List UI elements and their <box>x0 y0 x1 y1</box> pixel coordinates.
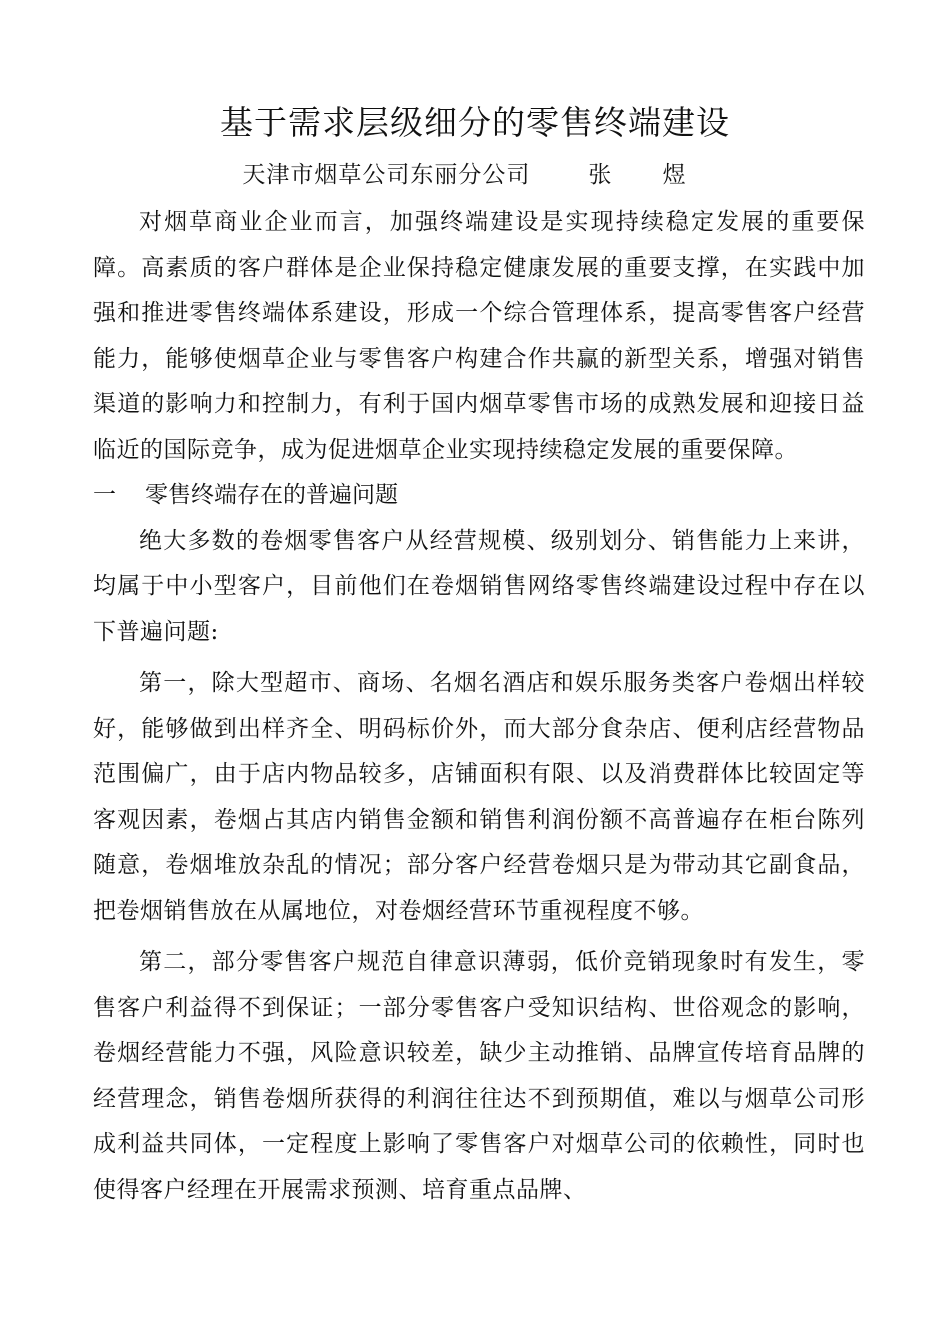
section-paragraph-1: 绝大多数的卷烟零售客户从经营规模、级别划分、销售能力上来讲，均属于中小型客户，目前他们在卷烟销售网络零售终端建设过程中存在以下普遍问题: <box>93 527 865 645</box>
section-paragraph-3: 第二，部分零售客户规范自律意识薄弱，低价竞销现象时有发生，零售客户利益得不到保证；一部分零售客户受知识结构、世俗观念的影响，卷烟经营能力不强，风险意识较差，缺少主动推销、品牌宣传培育品牌的经营理念，销售卷烟所获得的利润往往达不到预期值，难以与烟草公司形成利益共同体，一定程度上影响了零售客户对烟草公司的依赖性，同时也使得客户经理在开展需求预测、培育重点品牌、 <box>93 949 865 1203</box>
organization: 天津市烟草公司东丽分公司 <box>242 162 531 188</box>
section-paragraph-2: 第一，除大型超市、商场、名烟名酒店和娱乐服务类客户卷烟出样较好，能够做到出样齐全、明码标价外，而大部分食杂店、便利店经营物品范围偏广，由于店内物品较多，店铺面积有限、以及消费群体比较固定等客观因素，卷烟占其店内销售金额和销售利润份额不高普遍存在柜台陈列随意，卷烟堆放杂乱的情况；部分客户经营卷烟只是为带动其它副食品，把卷烟销售放在从属地位，对卷烟经营环节重视程度不够。 <box>93 670 865 924</box>
intro-paragraph: 对烟草商业企业而言，加强终端建设是实现持续稳定发展的重要保障。高素质的客户群体是企业保持稳定健康发展的重要支撑，在实践中加强和推进零售终端体系建设，形成一个综合管理体系，提高零售客户经营能力，能够使烟草企业与零售客户构建合作共赢的新型关系，增强对销售渠道的影响力和控制力，有利于国内烟草零售市场的成熟发展和迎接日益临近的国际竞争，成为促进烟草企业实现持续稳定发展的重要保障。 <box>93 209 865 463</box>
document-title: 基于需求层级细分的零售终端建设 <box>220 103 730 142</box>
section-heading <box>93 473 865 519</box>
section-number: 一 <box>93 482 116 508</box>
section-title: 零售终端存在的普遍问题 <box>145 482 398 508</box>
document-body <box>93 200 865 1213</box>
byline <box>0 157 950 193</box>
author: 张 煜 <box>588 162 708 188</box>
